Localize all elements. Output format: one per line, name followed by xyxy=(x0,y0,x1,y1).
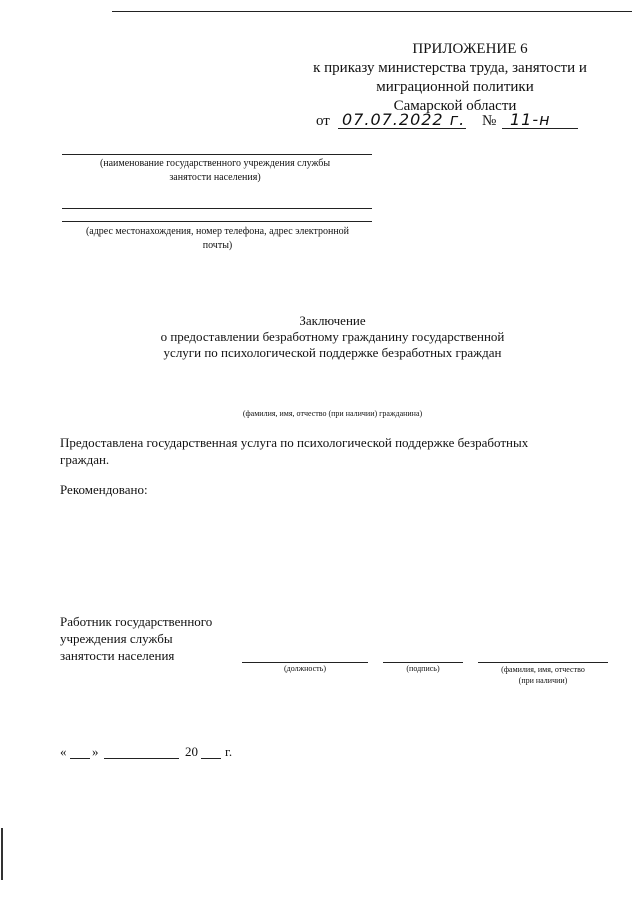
worker-label-line-3: занятости населения xyxy=(60,648,175,663)
address-caption xyxy=(55,225,380,253)
position-caption: (должность) xyxy=(284,664,326,673)
order-number-label: № xyxy=(482,113,497,129)
appendix-line-3: Самарской области xyxy=(393,98,517,114)
institution-caption-line-2: занятости населения) xyxy=(169,172,261,183)
date-year-prefix: 20 xyxy=(185,744,198,759)
date-year-suffix: г. xyxy=(225,744,233,759)
institution-name-line xyxy=(62,154,372,155)
address-caption-line-1: (адрес местонахождения, номер телефона, адрес электронной xyxy=(85,226,350,237)
service-provided-line-2: граждан. xyxy=(60,452,110,467)
signer-fio-caption xyxy=(478,664,608,686)
order-number-underline xyxy=(502,128,578,129)
signer-fio-caption-line-1: (фамилия, имя, отчество xyxy=(501,665,585,674)
date-open-quote: « xyxy=(60,744,67,759)
order-number: 11-н xyxy=(510,110,551,129)
order-date: 07.07.2022 г. xyxy=(342,110,466,129)
appendix-line-2: миграционной политики xyxy=(376,79,534,95)
worker-label-line-2: учреждения службы xyxy=(60,631,173,646)
conclusion-title: Заключение xyxy=(299,313,366,328)
date-year-line xyxy=(201,758,221,759)
conclusion-block xyxy=(100,313,565,361)
institution-caption xyxy=(55,157,375,185)
service-provided-text xyxy=(60,434,580,468)
institution-caption-line-1: (наименование государственного учреждения службы xyxy=(99,158,331,169)
worker-label-line-1: Работник государственного xyxy=(60,614,213,629)
appendix-line-1: к приказу министерства труда, занятости и xyxy=(313,60,587,76)
conclusion-subtitle-line-2: услуги по психологической поддержке безработных граждан xyxy=(163,345,502,360)
signature-caption: (подпись) xyxy=(406,664,440,673)
signer-fio-caption-line-2: (при наличии) xyxy=(518,676,568,685)
signer-fio-line xyxy=(478,662,608,663)
signature-line xyxy=(383,662,463,663)
position-line xyxy=(242,662,368,663)
date-month-line xyxy=(104,758,179,759)
worker-label xyxy=(60,613,212,664)
appendix-header xyxy=(300,40,600,116)
top-border-line xyxy=(112,11,632,12)
appendix-title: ПРИЛОЖЕНИЕ 6 xyxy=(412,41,528,57)
recommended-label: Рекомендовано: xyxy=(60,482,148,497)
citizen-fio-caption: (фамилия, имя, отчество (при наличии) гражданина) xyxy=(242,409,423,418)
address-line-2 xyxy=(62,221,372,222)
order-date-underline xyxy=(338,128,466,129)
date-day-line xyxy=(70,758,90,759)
conclusion-subtitle-line-1: о предоставлении безработному гражданину государственной xyxy=(160,329,505,344)
order-from-label: от xyxy=(316,113,330,129)
service-provided-line-1: Предоставлена государственная услуга по психологической поддержке безработных xyxy=(60,435,529,450)
left-margin-line xyxy=(1,828,3,880)
address-caption-line-2: почты) xyxy=(202,240,233,251)
address-line-1 xyxy=(62,208,372,209)
date-close-quote: » xyxy=(92,744,99,759)
